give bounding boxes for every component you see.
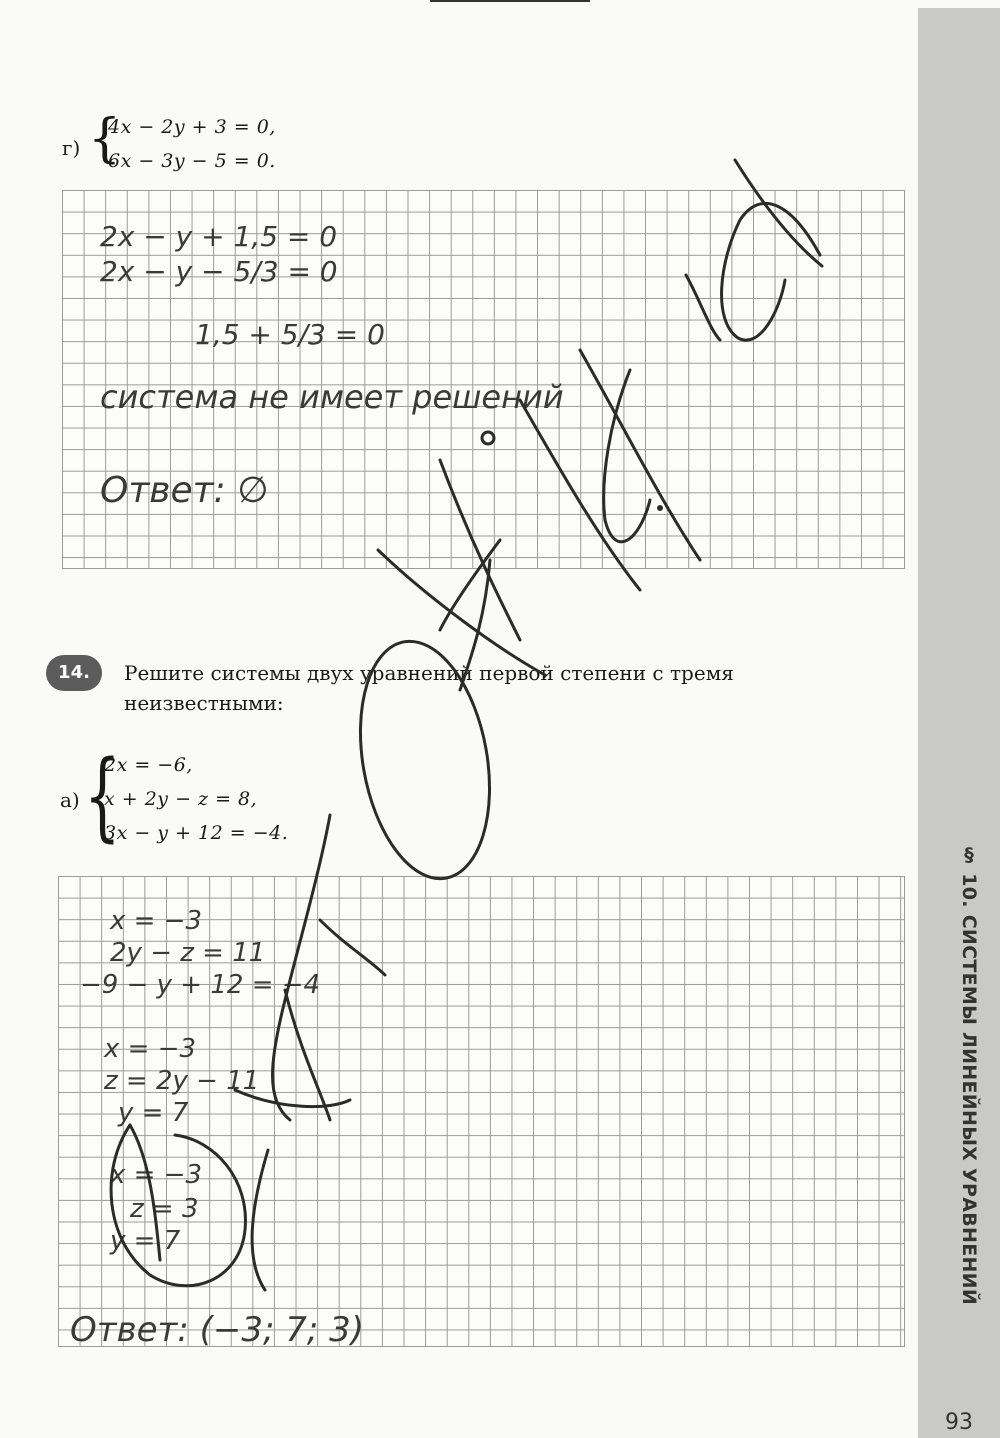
solution-a-s2-l3: y = 7 (118, 1098, 189, 1128)
system-g-eq1: 4x − 2y + 3 = 0, (108, 116, 276, 138)
system-a-label: а) (60, 788, 80, 812)
system-g-brace: { (88, 109, 122, 169)
solution-a-s1-l2: 2y − z = 11 (110, 938, 266, 968)
page-number: 93 (945, 1410, 973, 1435)
system-g-label: г) (62, 136, 81, 160)
solution-a-s1-l3: −9 − y + 12 = −4 (80, 970, 321, 1000)
system-g-eq2: 6x − 3y − 5 = 0. (108, 150, 276, 172)
solution-a-s3-l2: z = 3 (130, 1194, 199, 1224)
solution-a-s2-l2: z = 2y − 11 (104, 1066, 260, 1096)
solution-a-s3-l3: y = 7 (110, 1226, 181, 1256)
task-text: Решите системы двух уравнений первой степени с тремя неизвестными: (124, 661, 734, 715)
solution-g-line4: система не имеет решений (100, 378, 564, 416)
system-a-eq1: 2x = −6, (104, 754, 193, 776)
solution-g-line3: 1,5 + 5/3 = 0 (195, 318, 385, 351)
solution-g-line1: 2x − y + 1,5 = 0 (100, 220, 338, 253)
solution-g-line2: 2x − y − 5/3 = 0 (100, 255, 338, 288)
solution-a-s1-l1: x = −3 (110, 906, 203, 936)
solution-a-s2-l1: x = −3 (104, 1034, 197, 1064)
solution-a-answer: Ответ: (−3; 7; 3) (70, 1310, 365, 1350)
chapter-side-band (918, 8, 1000, 1438)
solution-g-answer: Ответ: ∅ (100, 470, 269, 511)
system-a-eq3: 3x − y + 12 = −4. (104, 822, 289, 844)
solution-a-s3-l1: x = −3 (110, 1160, 203, 1190)
system-a-eq2: x + 2y − z = 8, (104, 788, 258, 810)
chapter-title: § 10. СИСТЕМЫ ЛИНЕЙНЫХ УРАВНЕНИЙ (958, 844, 980, 1306)
task-number-badge: 14. (46, 655, 102, 691)
system-a-brace: { (84, 740, 121, 852)
